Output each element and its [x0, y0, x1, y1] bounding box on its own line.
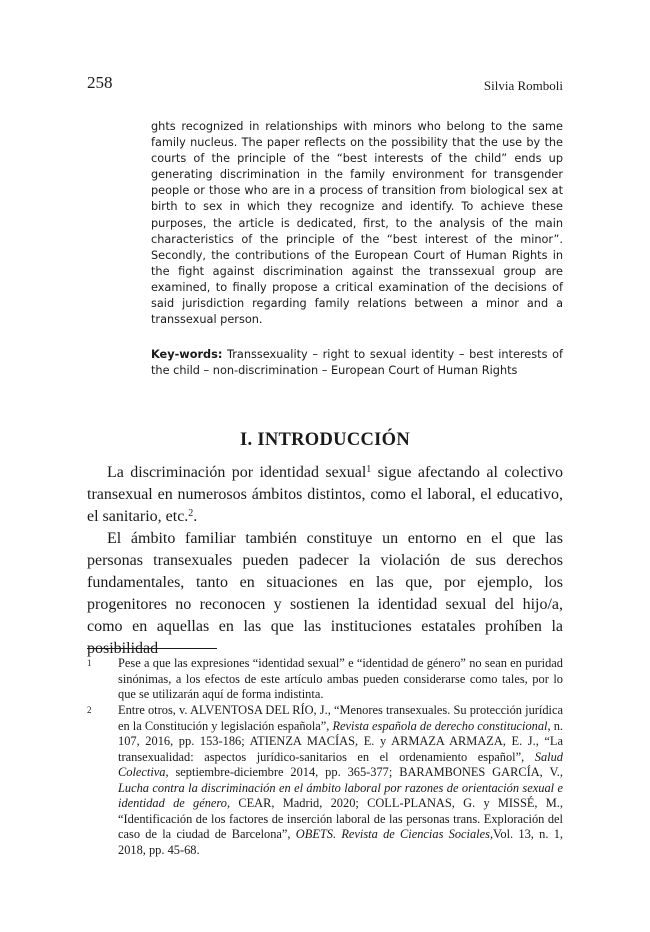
keywords-list: Transsexuality – right to sexual identity – best interests of the child – non-discrimination – European Court of Human Rights — [151, 348, 563, 378]
fn2-journal-3: OBETS. Revista de Ciencias Sociales — [295, 827, 490, 841]
body-paragraph-1 — [87, 462, 563, 528]
fn2-text-1: Entre otros, v. ALVENTOSA DEL RÍO, J., “Menores transexuales. Su protección jurídica en la Constitución y legislación española”, — [118, 703, 563, 733]
fn2-journal-2: Salud Colectiva — [118, 749, 563, 779]
fn2-book-title: Lucha contra la discriminación en el ámbito laboral por razones de orientación sexual e identidad de género — [118, 780, 563, 810]
fn2-text-3: , septiembre-diciembre 2014, pp. 365-377; BARAMBONES GARCÍA, V., — [165, 765, 563, 779]
footnote-1-number: 1 — [87, 658, 92, 668]
fn2-text-2: , n. 107, 2016, pp. 153-186; ATIENZA MACÍAS, E. y ARMAZA ARMAZA, E. J., “La transexualidad: aspectos jurídico-sanitarios en el ordenamiento español”, — [118, 718, 563, 764]
keywords-label: Key-words: — [151, 348, 223, 361]
footnote-2-number: 2 — [87, 705, 92, 715]
running-header-author: Silvia Romboli — [483, 78, 563, 93]
section-heading: I. INTRODUCCIÓN — [240, 430, 410, 450]
fn2-text-5: ,Vol. 13, n. 1, 2018, pp. 45-68. — [118, 827, 564, 857]
body-paragraph-2: El ámbito familiar también constituye un entorno en el que las personas transexuales pueden padecer la violación de sus derechos fundamentales, tanto en situaciones en las que, por ejemplo, los progenitores no reconocen y sostienen la identidad sexual del hijo/a, como en aquellas en las que las instituciones estatales prohíben la posibilidad — [87, 530, 563, 657]
footnote-ref-2[interactable]: 2 — [188, 508, 194, 519]
footnote-1-text: Pese a que las expresiones “identidad sexual” e “identidad de género” no sean en puridad sinónimas, a los efectos de este artículo ambas pueden considerarse como tales, por lo que se utilizarán aquí de forma indistinta. — [118, 656, 563, 701]
fn2-journal-1: Revista española de derecho constitucional — [332, 718, 548, 733]
footnote-1 — [87, 656, 563, 703]
abstract-text: ghts recognized in relationships with minors who belong to the same family nucleus. The paper reflects on the possibility that the use by the courts of the principle of the “best interests of the child” ends up generating discrimination in the family environment for transgender people or those who are in a process of transition from biological sex at birth to sex in which they recognize and identify. To achieve these purposes, the article is dedicated, first, to the analysis of the main characteristics of the principle of the “best interest of the minor”. Secondly, the contributions of the European Court of Human Rights in the fight against discrimination against the transsexual group are examined, to finally propose a critical examination of the decisions of said jurisdiction regarding family relations between a minor and a transsexual person. — [151, 120, 563, 327]
p1-text-b: sigue afectando al colectivo transexual en numerosos ámbitos distintos, como el laboral, el educativo, el sanitario, etc. — [87, 464, 563, 525]
footnote-2-text — [118, 703, 563, 858]
p1-text-c: . — [193, 508, 198, 525]
fn2-text-4: , CEAR, Madrid, 2020; COLL-PLANAS, G. y MISSÉ, M., “Identificación de los factores de inserción laboral de las personas trans. Exploración del caso de la ciudad de Barcelona”, — [118, 796, 563, 841]
keywords-paragraph — [151, 347, 563, 379]
p1-text-a: La discriminación por identidad sexual — [107, 464, 367, 481]
footnote-2 — [87, 703, 563, 858]
footnote-separator — [87, 648, 217, 649]
page-number: 258 — [87, 73, 113, 92]
footnote-ref-1[interactable]: 1 — [366, 464, 372, 475]
